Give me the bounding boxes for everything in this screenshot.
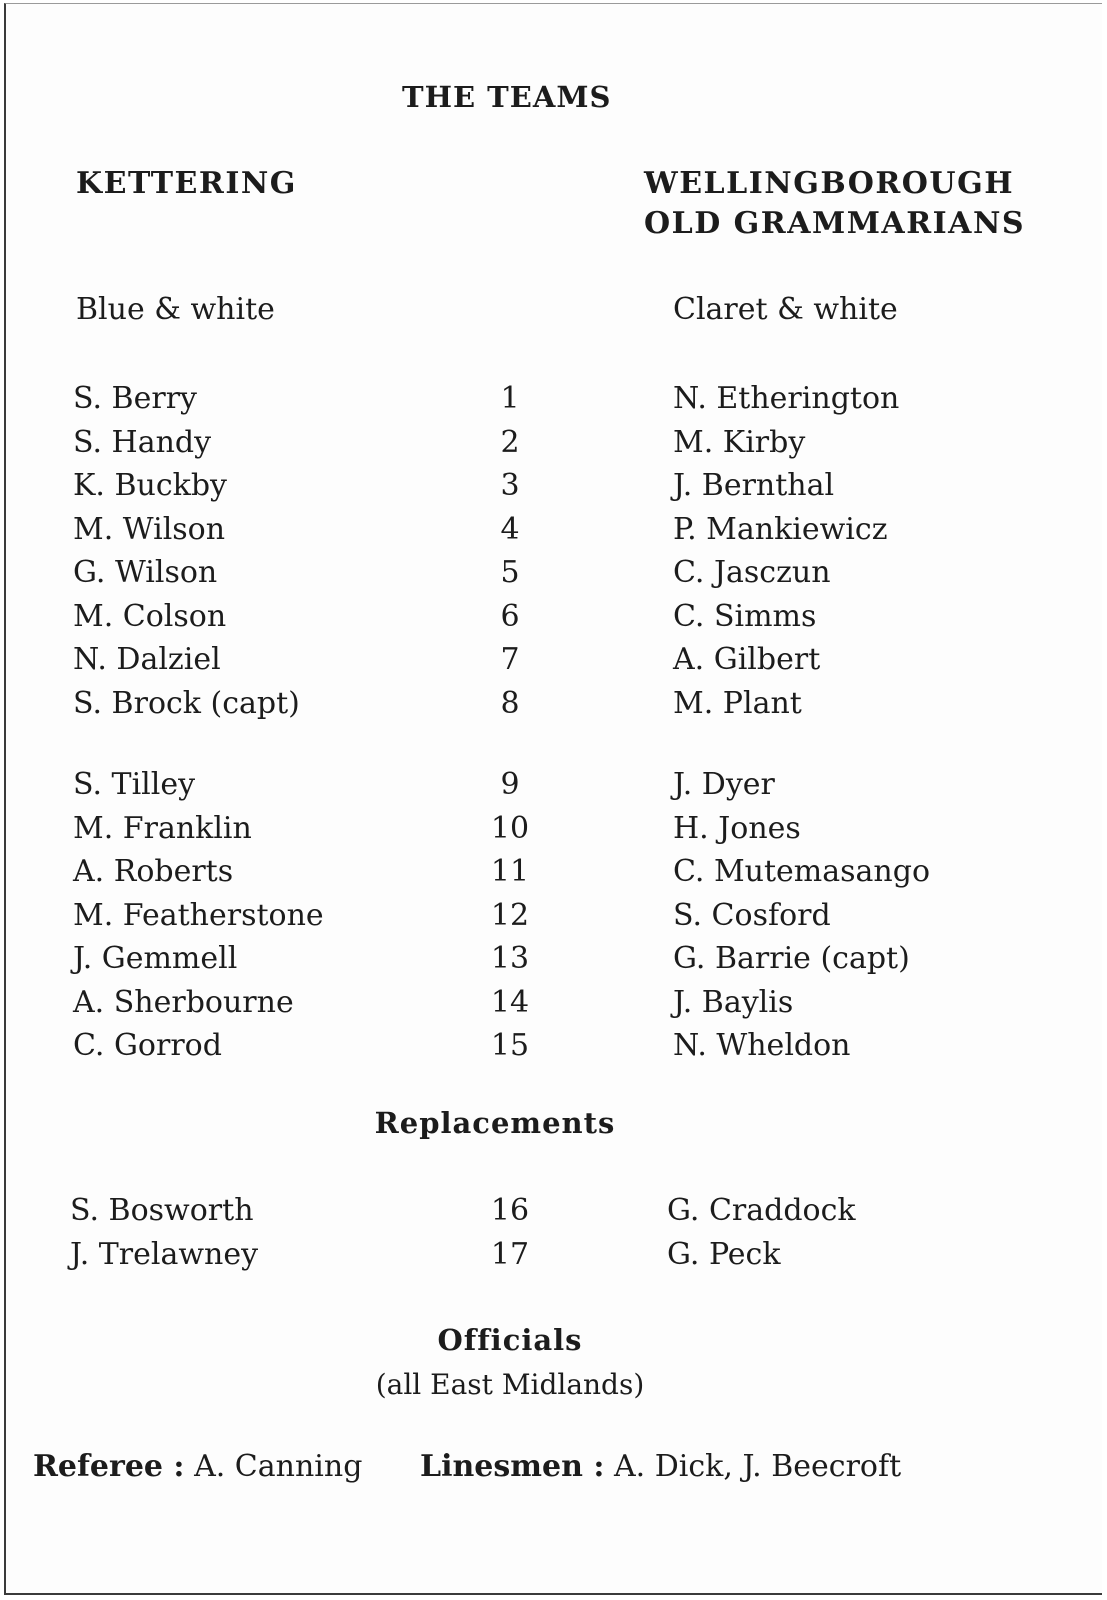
away-team-name <box>644 164 1025 244</box>
away-player: M. Kirby <box>673 424 806 460</box>
away-forwards-list <box>673 377 899 725</box>
replacements-numbers <box>470 1189 550 1276</box>
shirt-number: 16 <box>490 1193 530 1228</box>
away-player: C. Jasczun <box>673 555 831 590</box>
shirt-number: 1 <box>500 381 520 416</box>
away-player: M. Plant <box>673 685 802 721</box>
away-team-name-line2: OLD GRAMMARIANS <box>644 206 1026 241</box>
home-player: M. Wilson <box>73 511 226 547</box>
home-player: A. Sherbourne <box>73 984 294 1020</box>
forwards-numbers <box>470 377 550 725</box>
home-player: G. Wilson <box>73 555 218 590</box>
home-replacements-list <box>70 1189 258 1276</box>
shirt-number: 8 <box>500 685 520 721</box>
away-player: C. Mutemasango <box>673 854 931 889</box>
home-player: S. Brock (capt) <box>73 685 300 721</box>
home-team-colours: Blue & white <box>76 292 275 327</box>
shirt-number: 2 <box>500 424 520 460</box>
home-player: K. Buckby <box>73 468 227 503</box>
away-player: J. Bernthal <box>673 468 835 503</box>
home-player: N. Dalziel <box>73 642 221 677</box>
home-player: S. Berry <box>73 381 197 416</box>
home-player: S. Tilley <box>73 767 196 802</box>
shirt-number: 6 <box>500 598 520 634</box>
replacements-heading: Replacements <box>374 1106 616 1140</box>
away-player: J. Dyer <box>673 767 775 802</box>
referee-name: A. Canning <box>194 1449 363 1484</box>
away-player: H. Jones <box>673 810 801 846</box>
away-player: G. Craddock <box>667 1193 856 1228</box>
officials-heading: Officials <box>437 1323 583 1357</box>
shirt-number: 12 <box>490 897 530 933</box>
home-player: S. Handy <box>73 424 212 460</box>
shirt-number: 5 <box>500 555 520 590</box>
home-player: J. Gemmell <box>73 941 238 976</box>
away-player: G. Peck <box>667 1236 781 1272</box>
backs-numbers <box>470 763 550 1068</box>
away-player: S. Cosford <box>673 897 831 933</box>
shirt-number: 14 <box>490 984 530 1020</box>
away-player: N. Wheldon <box>673 1028 851 1063</box>
home-player: A. Roberts <box>73 854 234 889</box>
shirt-number: 9 <box>500 767 520 802</box>
away-team-colours: Claret & white <box>673 292 898 327</box>
page-title: THE TEAMS <box>402 80 612 114</box>
shirt-number: 3 <box>500 468 520 503</box>
home-backs-list <box>73 763 324 1068</box>
home-player: J. Trelawney <box>70 1236 259 1272</box>
shirt-number: 7 <box>500 642 520 677</box>
away-player: J. Baylis <box>673 984 794 1020</box>
officials-subheading: (all East Midlands) <box>375 1368 645 1401</box>
away-replacements-list <box>667 1189 856 1276</box>
away-player: C. Simms <box>673 598 817 634</box>
shirt-number: 15 <box>490 1028 530 1063</box>
referee-line <box>33 1449 362 1484</box>
away-player: P. Mankiewicz <box>673 511 888 547</box>
linesmen-line <box>420 1449 901 1484</box>
away-team-name-line1: WELLINGBOROUGH <box>644 166 1015 201</box>
shirt-number: 10 <box>490 810 530 846</box>
home-forwards-list <box>73 377 300 725</box>
shirt-number: 17 <box>490 1236 530 1272</box>
referee-label: Referee : <box>33 1449 185 1484</box>
home-team-name: KETTERING <box>76 166 297 201</box>
home-player: M. Featherstone <box>73 897 324 933</box>
home-player: S. Bosworth <box>70 1193 254 1228</box>
shirt-number: 13 <box>490 941 530 976</box>
away-backs-list <box>673 763 930 1068</box>
shirt-number: 4 <box>500 511 520 547</box>
away-player: N. Etherington <box>673 381 900 416</box>
shirt-number: 11 <box>490 854 530 889</box>
away-player: G. Barrie (capt) <box>673 941 910 976</box>
home-player: M. Franklin <box>73 810 252 846</box>
away-player: A. Gilbert <box>673 642 821 677</box>
linesmen-label: Linesmen : <box>420 1449 605 1484</box>
linesmen-names: A. Dick, J. Beecroft <box>614 1449 902 1484</box>
home-player: M. Colson <box>73 598 227 634</box>
home-player: C. Gorrod <box>73 1028 222 1063</box>
